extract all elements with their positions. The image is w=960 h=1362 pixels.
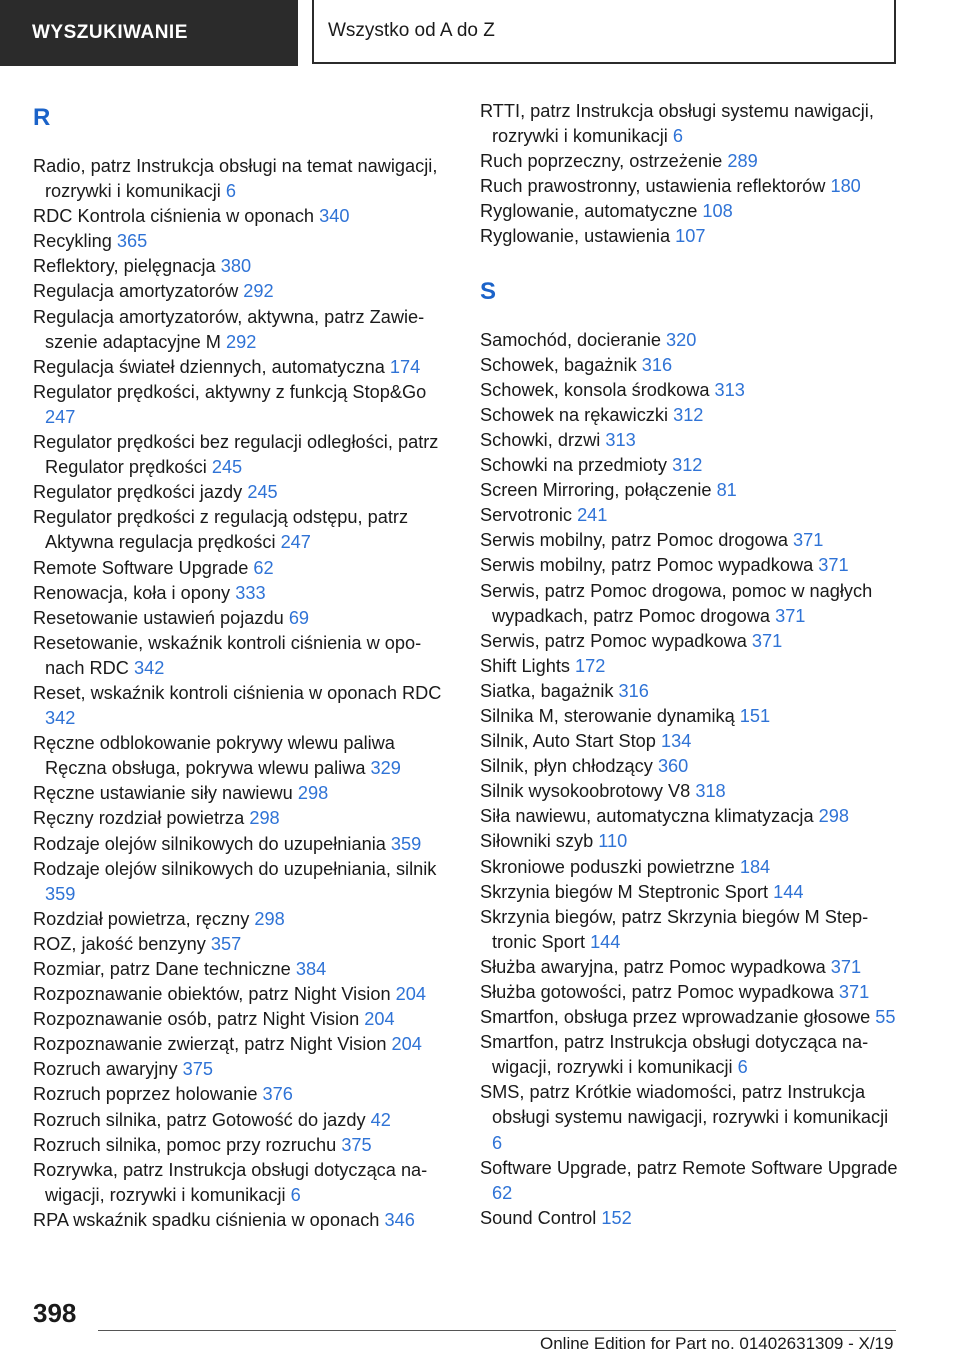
index-column-left	[33, 96, 448, 1233]
index-entry	[480, 378, 900, 403]
entry-text: Serwis mobilny, patrz Pomoc drogowa	[480, 530, 788, 551]
index-entry	[480, 1005, 900, 1030]
entry-text: Schowek na rękawiczki	[480, 404, 669, 425]
page-header	[0, 0, 960, 66]
page-link[interactable]: 6	[290, 1184, 301, 1205]
entry-text: Serwis, patrz Pomoc drogowa, pomoc w nagłych wypadkach, patrz Pomoc drogowa	[480, 580, 873, 626]
entry-text: Resetowanie ustawień pojazdu	[33, 607, 284, 628]
index-entry	[480, 579, 900, 629]
index-entry	[33, 1108, 448, 1133]
entry-text: Schowek, bagażnik	[480, 354, 637, 375]
index-entry	[33, 480, 448, 505]
index-entry	[480, 553, 900, 578]
index-entry	[33, 1032, 448, 1057]
entry-text: Smartfon, obsługa przez wprowadzanie głosowe	[480, 1007, 871, 1028]
page-link[interactable]: 376	[262, 1084, 293, 1105]
entry-text: Rozpoznawanie osób, patrz Night Vision	[33, 1009, 360, 1030]
index-entry	[33, 1082, 448, 1107]
section-title: Wszystko od A do Z	[312, 0, 896, 64]
index-entry	[480, 428, 900, 453]
index-entry	[33, 355, 448, 380]
index-entry	[480, 980, 900, 1005]
page-link[interactable]: 342	[133, 657, 165, 678]
page-link[interactable]: 357	[210, 933, 242, 954]
page-link[interactable]: 316	[618, 680, 649, 701]
index-entry	[33, 832, 448, 857]
entry-text: Rozmiar, patrz Dane techniczne	[33, 959, 291, 979]
page-link[interactable]: 247	[45, 406, 76, 427]
page-link[interactable]: 134	[660, 731, 692, 752]
entry-text: Ryglowanie, ustawienia	[480, 226, 671, 247]
entry-text: Silnika M, sterowanie dynamiką	[480, 705, 735, 726]
index-entry	[33, 907, 448, 932]
index-letter-s: S	[480, 277, 497, 305]
entry-text: Silnik, Auto Start Stop	[480, 731, 656, 752]
page-link[interactable]: 365	[116, 231, 148, 252]
entry-text: Recykling	[33, 231, 112, 252]
page-link[interactable]: 107	[675, 226, 706, 247]
page-link[interactable]: 340	[319, 206, 350, 227]
page-link[interactable]: 151	[739, 705, 771, 726]
page-link[interactable]: 375	[182, 1059, 213, 1080]
page-link[interactable]: 312	[672, 455, 703, 476]
page-link[interactable]: 371	[793, 530, 824, 551]
entry-text: Reset, wskaźnik kontroli ciśnienia w oponach RDC	[33, 682, 442, 703]
page-link[interactable]: 204	[395, 984, 426, 1005]
page-link[interactable]: 69	[288, 607, 310, 628]
entry-text: Rozrywka, patrz Instrukcja obsługi dotycząca nawigacji, rozrywki i komunikacji	[33, 1159, 428, 1205]
page-link[interactable]: 110	[598, 831, 628, 852]
page-link[interactable]: 108	[702, 201, 733, 222]
index-entry	[480, 804, 900, 829]
entry-text: SMS, patrz Krótkie wiadomości, patrz Instrukcja obsługi systemu nawigacji, rozrywki i komunikacji	[480, 1082, 889, 1128]
index-column-right	[480, 99, 900, 1231]
index-entry	[480, 528, 900, 553]
entry-text: Ryglowanie, automatyczne	[480, 201, 698, 222]
entry-text: RTTI, patrz Instrukcja obsługi systemu nawigacji, rozrywki i komunikacji	[480, 101, 874, 147]
entry-text: Regulator prędkości bez regulacji odległości, patrz Regulator prędkości	[33, 432, 439, 478]
entry-text: Rozruch silnika, pomoc przy rozruchu	[33, 1134, 337, 1155]
section-tab[interactable]: WYSZUKIWANIE	[0, 0, 298, 66]
index-entry	[33, 957, 448, 982]
index-entry	[33, 857, 448, 907]
index-entry	[480, 149, 900, 174]
footer-edition: Online Edition for Part no. 01402631309 - X/19	[540, 1334, 894, 1353]
entry-text: RPA wskaźnik spadku ciśnienia w oponach	[33, 1209, 380, 1230]
page-link[interactable]: 371	[830, 956, 862, 977]
entry-text: Smartfon, patrz Instrukcja obsługi dotycząca nawigacji, rozrywki i komunikacji	[480, 1032, 869, 1078]
page-link[interactable]: 6	[672, 126, 684, 147]
index-entry	[33, 1133, 448, 1158]
page-link[interactable]: 371	[751, 630, 783, 651]
index-letter-r: R	[33, 104, 51, 131]
page-link[interactable]: 312	[673, 404, 704, 425]
entry-text: Skrzynia biegów M Steptronic Sport	[480, 881, 769, 902]
index-entry	[33, 1208, 448, 1233]
index-entry	[480, 224, 900, 249]
entry-text: Radio, patrz Instrukcja obsługi na temat nawigacji, rozrywki i komunikacji	[33, 156, 438, 202]
page-link[interactable]: 184	[739, 856, 771, 877]
page-link[interactable]: 152	[601, 1207, 632, 1228]
index-entry	[480, 1080, 900, 1155]
page-link[interactable]: 6	[737, 1057, 748, 1078]
entry-text: Schowki na przedmioty	[480, 455, 668, 476]
entry-text: Software Upgrade, patrz Remote Software Upgrade	[480, 1157, 898, 1178]
index-entry	[480, 1206, 900, 1231]
index-entry	[480, 729, 900, 754]
index-entry	[480, 328, 900, 353]
index-entry	[480, 855, 900, 880]
index-entry	[480, 880, 900, 905]
page-link[interactable]: 342	[45, 708, 76, 729]
page-link[interactable]: 62	[492, 1182, 513, 1203]
entry-text: Sound Control	[480, 1207, 597, 1228]
page-link[interactable]: 172	[575, 655, 606, 676]
index-entry	[33, 279, 448, 304]
index-list-s	[480, 328, 900, 1231]
index-entry	[480, 704, 900, 729]
entry-text: Schowki, drzwi	[480, 429, 601, 450]
index-entry	[480, 403, 900, 428]
footer-divider	[98, 1330, 896, 1331]
page-link[interactable]: 292	[243, 281, 274, 302]
entry-text: Regulator prędkości, aktywny z funkcją Stop&Go	[33, 381, 427, 402]
entry-text: Rodzaje olejów silnikowych do uzupełniania	[33, 833, 386, 854]
index-entry	[480, 654, 900, 679]
page-link[interactable]: 380	[220, 256, 252, 277]
entry-text: Regulacja amortyzatorów, aktywna, patrz Zawieszenie adaptacyjne M	[33, 306, 425, 352]
index-entry	[33, 806, 448, 831]
entry-text: Resetowanie, wskaźnik kontroli ciśnienia w oponach RDC	[33, 632, 422, 678]
index-entry	[33, 932, 448, 957]
page-link[interactable]: 298	[249, 808, 280, 829]
entry-text: Siła nawiewu, automatyczna klimatyzacja	[480, 806, 814, 827]
page-link[interactable]: 371	[818, 555, 849, 576]
entry-text: Regulacja amortyzatorów	[33, 281, 239, 302]
index-entry	[480, 829, 900, 854]
index-entry	[33, 1158, 448, 1208]
index-entry	[480, 99, 900, 149]
index-entry	[33, 505, 448, 555]
index-entry	[33, 305, 448, 355]
page-link[interactable]: 180	[830, 176, 861, 197]
index-entry	[33, 229, 448, 254]
page-link[interactable]: 289	[727, 151, 758, 172]
entry-text: Shift Lights	[480, 655, 570, 676]
entry-text: Siatka, bagażnik	[480, 680, 614, 701]
page-link[interactable]: 247	[280, 532, 311, 553]
page-link[interactable]: 371	[775, 605, 806, 626]
page-link[interactable]: 62	[253, 557, 274, 578]
index-entry	[480, 679, 900, 704]
index-entry	[33, 204, 448, 229]
index-entry	[480, 905, 900, 955]
page-link[interactable]: 329	[370, 758, 401, 779]
entry-text: Skroniowe poduszki powietrzne	[480, 856, 735, 877]
page-number: 398	[33, 1298, 77, 1328]
page-link[interactable]: 204	[391, 1034, 422, 1055]
index-entry	[33, 581, 448, 606]
entry-text: Samochód, docieranie	[480, 329, 661, 350]
entry-text: Regulacja świateł dziennych, automatyczna	[33, 356, 385, 377]
entry-text: Schowek, konsola środkowa	[480, 379, 710, 400]
page-link[interactable]: 6	[492, 1132, 503, 1153]
entry-text: Serwis mobilny, patrz Pomoc wypadkowa	[480, 555, 814, 576]
entry-text: Regulator prędkości jazdy	[33, 482, 243, 503]
entry-text: Rodzaje olejów silnikowych do uzupełniania, silnik	[33, 858, 437, 879]
entry-text: Rozruch poprzez holowanie	[33, 1084, 258, 1105]
index-entry	[480, 353, 900, 378]
entry-text: Rozruch silnika, patrz Gotowość do jazdy	[33, 1109, 366, 1130]
index-list-r	[33, 154, 448, 1233]
entry-text: Ręczne ustawianie siły nawiewu	[33, 783, 293, 804]
page-link[interactable]: 144	[773, 881, 804, 902]
page-link[interactable]: 375	[341, 1134, 372, 1155]
index-entry	[480, 174, 900, 199]
page-link[interactable]: 42	[370, 1109, 391, 1130]
entry-text: Silnik wysokoobrotowy V8	[480, 781, 691, 802]
index-entry	[33, 606, 448, 631]
page-link[interactable]: 6	[225, 181, 237, 202]
page-link[interactable]: 81	[716, 480, 737, 501]
entry-text: Ręczne odblokowanie pokrywy wlewu paliwa Ręczna obsługa, pokrywa wlewu paliwa	[33, 733, 395, 779]
entry-text: Screen Mirroring, połączenie	[480, 480, 712, 501]
index-entry	[33, 1007, 448, 1032]
page-link[interactable]: 360	[657, 756, 689, 777]
entry-text: Ruch poprzeczny, ostrzeżenie	[480, 151, 723, 172]
entry-text: Serwis, patrz Pomoc wypadkowa	[480, 630, 747, 651]
entry-text: Rozdział powietrza, ręczny	[33, 908, 250, 929]
entry-text: Siłowniki szyb	[480, 831, 594, 852]
entry-text: Regulator prędkości z regulacją odstępu, patrz Aktywna regulacja prędkości	[33, 507, 409, 553]
index-entry	[480, 453, 900, 478]
index-entry	[480, 199, 900, 224]
index-entry	[33, 430, 448, 480]
page-link[interactable]: 371	[838, 982, 870, 1002]
index-entry	[33, 681, 448, 731]
entry-text: Renowacja, koła i opony	[33, 582, 231, 603]
page-link[interactable]: 384	[295, 959, 327, 979]
page-link[interactable]: 55	[875, 1007, 896, 1028]
entry-text: Ręczny rozdział powietrza	[33, 808, 245, 829]
index-entry	[33, 556, 448, 581]
entry-text: Służba gotowości, patrz Pomoc wypadkowa	[480, 982, 834, 1002]
page-link[interactable]: 245	[211, 457, 243, 478]
index-entry	[33, 781, 448, 806]
page-link[interactable]: 298	[818, 806, 850, 827]
page-link[interactable]: 316	[641, 354, 673, 375]
page-link[interactable]: 346	[384, 1209, 415, 1230]
page-link[interactable]: 298	[254, 908, 285, 929]
page-link[interactable]: 241	[577, 505, 608, 526]
index-entry	[33, 380, 448, 430]
index-entry	[33, 1057, 448, 1082]
entry-text: Servotronic	[480, 505, 572, 526]
index-entry	[480, 629, 900, 654]
entry-text: Rozpoznawanie obiektów, patrz Night Vision	[33, 984, 391, 1005]
index-entry	[480, 1030, 900, 1080]
page-link[interactable]: 245	[247, 482, 278, 503]
entry-text: Reflektory, pielęgnacja	[33, 256, 216, 277]
index-entry	[33, 731, 448, 781]
entry-text: Służba awaryjna, patrz Pomoc wypadkowa	[480, 956, 826, 977]
entry-text: ROZ, jakość benzyny	[33, 933, 206, 954]
entry-text: Rozpoznawanie zwierząt, patrz Night Vision	[33, 1034, 387, 1055]
page-link[interactable]: 298	[297, 783, 329, 804]
index-entry	[33, 254, 448, 279]
index-entry	[480, 779, 900, 804]
entry-text: Remote Software Upgrade	[33, 557, 249, 578]
page-link[interactable]: 320	[666, 329, 697, 350]
index-entry	[33, 982, 448, 1007]
entry-text: Rozruch awaryjny	[33, 1059, 178, 1080]
page-link[interactable]: 359	[45, 883, 76, 904]
index-list-r-continued	[480, 99, 900, 250]
page-link[interactable]: 174	[389, 356, 421, 377]
page-link[interactable]: 204	[364, 1009, 395, 1030]
page-link[interactable]: 359	[390, 833, 422, 854]
entry-text: Skrzynia biegów, patrz Skrzynia biegów M Steptronic Sport	[480, 906, 869, 952]
page-link[interactable]: 144	[590, 931, 621, 952]
index-entry	[480, 754, 900, 779]
page-link[interactable]: 313	[714, 379, 745, 400]
page-link[interactable]: 292	[225, 331, 257, 352]
page-link[interactable]: 313	[605, 429, 636, 450]
page-link[interactable]: 318	[695, 781, 726, 802]
index-entry	[480, 1156, 900, 1206]
page-link[interactable]: 333	[235, 582, 266, 603]
entry-text: Silnik, płyn chłodzący	[480, 756, 653, 777]
index-entry	[33, 631, 448, 681]
index-entry	[480, 478, 900, 503]
index-entry	[33, 154, 448, 204]
index-entry	[480, 955, 900, 980]
entry-text: RDC Kontrola ciśnienia w oponach	[33, 206, 315, 227]
entry-text: Ruch prawostronny, ustawienia reflektorów	[480, 176, 826, 197]
index-entry	[480, 503, 900, 528]
